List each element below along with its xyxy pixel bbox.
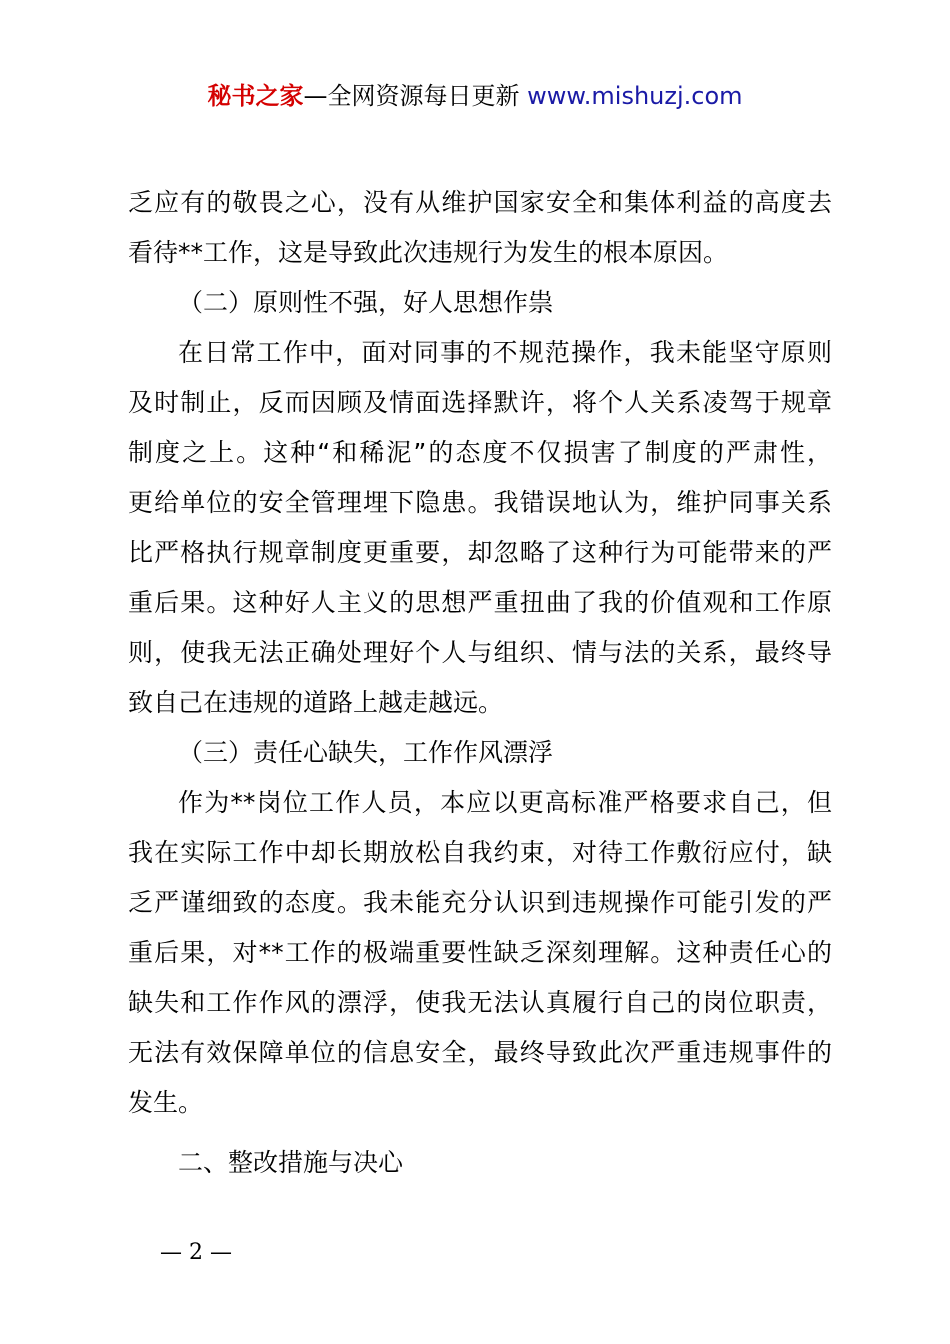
paragraph-line: 重后果。这种好人主义的思想严重扭曲了我的价值观和工作原 [128, 588, 832, 617]
paragraph-line: 在日常工作中，面对同事的不规范操作，我未能坚守原则 [178, 338, 832, 367]
paragraph-line: 作为**岗位工作人员，本应以更高标准严格要求自己，但 [178, 788, 832, 817]
paragraph-line: 我在实际工作中却长期放松自我约束，对待工作敷衍应付，缺 [128, 838, 832, 867]
paragraph-line: 则，使我无法正确处理好个人与组织、情与法的关系，最终导 [128, 638, 832, 667]
paragraph-line: 缺失和工作作风的漂浮，使我无法认真履行自己的岗位职责， [128, 988, 832, 1017]
section-heading-3: （三）责任心缺失，工作作风漂浮 [178, 738, 554, 767]
site-header [0, 80, 950, 112]
header-tagline: —全网资源每日更新 [303, 82, 520, 110]
chapter-heading: 二、整改措施与决心 [178, 1148, 404, 1177]
paragraph-line: 及时制止，反而因顾及情面选择默许，将个人关系凌驾于规章 [128, 388, 832, 417]
page-number: — 2 — [160, 1240, 232, 1265]
document-body [128, 178, 832, 1188]
paragraph-line: 看待**工作，这是导致此次违规行为发生的根本原因。 [128, 238, 729, 267]
paragraph-line: 无法有效保障单位的信息安全，最终导致此次严重违规事件的 [128, 1038, 832, 1067]
paragraph-line: 乏应有的敬畏之心，没有从维护国家安全和集体利益的高度去 [128, 188, 832, 217]
paragraph-line: 制度之上。这种“和稀泥”的态度不仅损害了制度的严肃性， [128, 438, 832, 467]
section-heading-2: （二）原则性不强，好人思想作祟 [178, 288, 554, 317]
site-url-link[interactable]: www.mishuzj.com [527, 82, 743, 110]
brand-name: 秘书之家 [207, 82, 304, 110]
paragraph-line: 比严格执行规章制度更重要，却忽略了这种行为可能带来的严 [128, 538, 832, 567]
paragraph-line: 更给单位的安全管理埋下隐患。我错误地认为，维护同事关系 [128, 488, 832, 517]
paragraph-line: 发生。 [128, 1088, 204, 1117]
paragraph-line: 致自己在违规的道路上越走越远。 [128, 688, 504, 717]
paragraph-line: 重后果，对**工作的极端重要性缺乏深刻理解。这种责任心的 [128, 938, 832, 967]
paragraph-line: 乏严谨细致的态度。我未能充分认识到违规操作可能引发的严 [128, 888, 832, 917]
